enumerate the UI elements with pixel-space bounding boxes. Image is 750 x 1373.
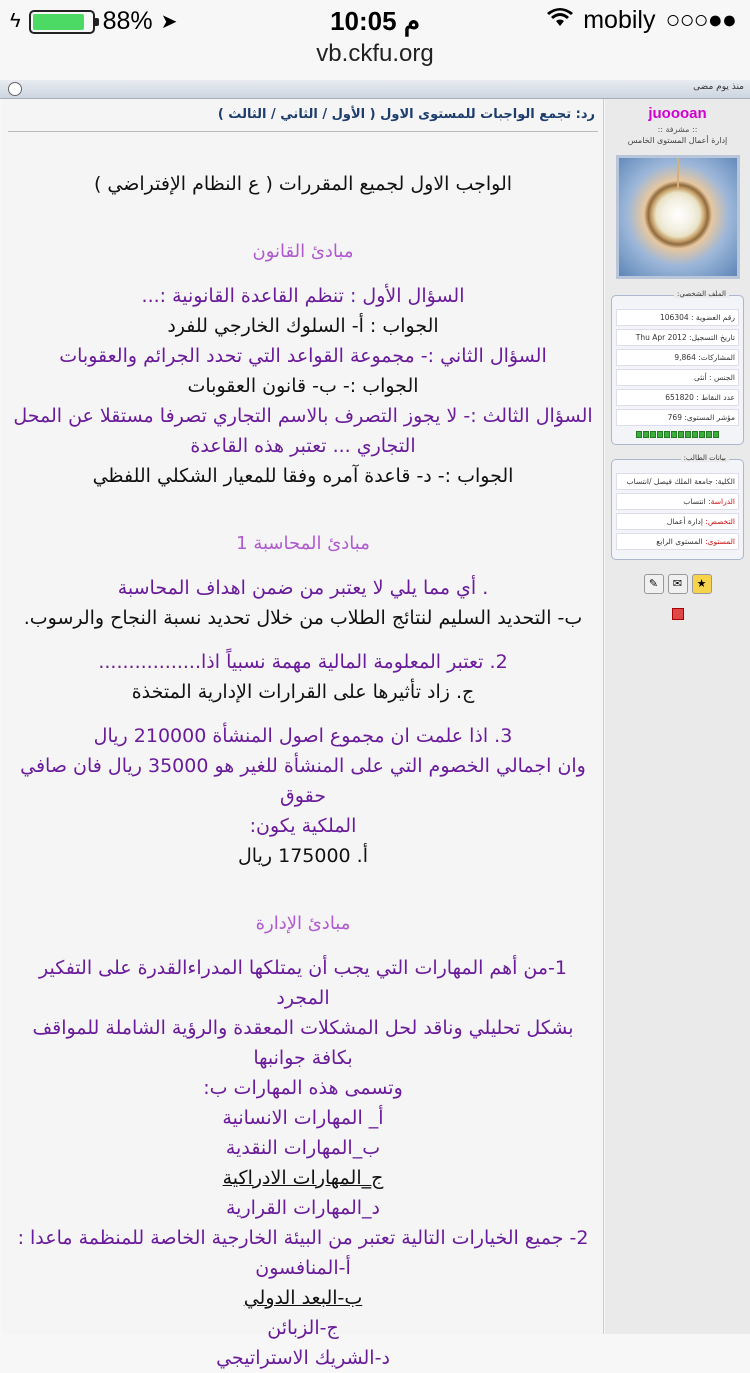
level-bar-segment bbox=[650, 431, 656, 438]
student-row-label: المستوى: bbox=[705, 537, 735, 546]
level-bar-segment bbox=[699, 431, 705, 438]
post-line: أ_ المهارات الانسانية bbox=[222, 1107, 384, 1129]
level-bar bbox=[616, 431, 739, 438]
location-arrow-icon: ➤ bbox=[160, 11, 178, 33]
student-row bbox=[616, 493, 739, 510]
spacer bbox=[10, 491, 596, 529]
charging-icon: ϟ bbox=[10, 10, 21, 32]
spacer bbox=[10, 871, 596, 909]
spacer bbox=[10, 939, 596, 953]
student-row-value: المستوى الرابع bbox=[656, 537, 703, 546]
section-heading: مبادئ المحاسبة 1 bbox=[236, 533, 370, 554]
student-row bbox=[616, 473, 739, 490]
address-bar[interactable]: vb.ckfu.org bbox=[316, 40, 434, 67]
post-line: بشكل تحليلي وناقد لحل المشكلات المعقدة والرؤية الشاملة للمواقف بكافة جوانبها bbox=[32, 1017, 574, 1069]
post-line: الملكية يكون: bbox=[249, 815, 357, 837]
post-line: د-الشريك الاستراتيجي bbox=[216, 1347, 390, 1369]
username[interactable]: juoooan bbox=[648, 105, 707, 122]
section-heading: مبادئ الإدارة bbox=[255, 913, 351, 934]
post-line: ب_المهارات النقدية bbox=[225, 1137, 381, 1159]
post-line: السؤال الثاني :- مجموعة القواعد التي تحدد الجرائم والعقوبات bbox=[59, 345, 547, 367]
spacer bbox=[10, 559, 596, 573]
post-line: 2. تعتبر المعلومة المالية مهمة نسبياً اذا................. bbox=[98, 651, 508, 673]
profile-panel bbox=[611, 290, 744, 445]
spacer bbox=[10, 707, 596, 721]
level-bar-segment bbox=[713, 431, 719, 438]
student-row-label: الكلية: bbox=[715, 477, 735, 486]
post-line: ج. زاد تأثيرها على القرارات الإدارية المتخذة bbox=[131, 681, 475, 703]
level-bar-segment bbox=[657, 431, 663, 438]
post-line: وان اجمالي الخصوم التي على المنشأة للغير هو 35000 ريال فان صافي حقوق bbox=[20, 755, 586, 807]
post-title: رد: تجمع الواجبات للمستوى الاول ( الأول / الثاني / الثالث ) bbox=[217, 107, 595, 122]
student-row bbox=[616, 533, 739, 550]
level-bar-segment bbox=[706, 431, 712, 438]
spacer bbox=[10, 199, 596, 237]
level-bar-segment bbox=[671, 431, 677, 438]
post-line: الواجب الاول لجميع المقررات ( ع النظام الإفتراضي ) bbox=[93, 173, 513, 195]
message-icon[interactable]: ✉ bbox=[668, 574, 688, 594]
post-line: . أي مما يلي لا يعتبر من ضمن اهداف المحاسبة bbox=[117, 577, 489, 599]
spacer bbox=[10, 267, 596, 281]
profile-row: رقم العضوية : 106304 bbox=[616, 309, 739, 326]
status-time: 10:05 م bbox=[330, 6, 420, 36]
post-line: 2- جميع الخيارات التالية تعتبر من البيئة الخارجية الخاصة للمنظمة ماعدا : bbox=[17, 1227, 589, 1249]
post-line: الجواب : أ- السلوك الخارجي للفرد bbox=[167, 315, 439, 337]
student-row-label: الدراسة: bbox=[708, 497, 735, 506]
post-line: ب- التحديد السليم لنتائج الطلاب من خلال تحديد نسبة النجاح والرسوب. bbox=[23, 607, 583, 629]
wifi-icon bbox=[547, 6, 573, 35]
post-line: 3. اذا علمت ان مجموع اصول المنشأة 210000 ريال bbox=[93, 725, 513, 747]
level-bar-segment bbox=[685, 431, 691, 438]
signal-strength: ○○○●● bbox=[665, 6, 736, 34]
post-line: الجواب :- ب- قانون العقوبات bbox=[187, 375, 419, 397]
level-bar-segment bbox=[643, 431, 649, 438]
status-right bbox=[547, 6, 736, 35]
level-bar-segment bbox=[636, 431, 642, 438]
post-body bbox=[2, 99, 604, 1369]
post-line: أ-المنافسون bbox=[255, 1257, 351, 1279]
user-group: إدارة أعمال المستوى الخامس bbox=[627, 136, 728, 145]
user-title: :: مشرفة :: bbox=[657, 125, 698, 134]
title-divider bbox=[8, 131, 598, 132]
student-row-label: التخصص: bbox=[705, 517, 735, 526]
spacer bbox=[10, 633, 596, 647]
post-line: الجواب :- د- قاعدة آمره وفقا للمعيار الشكلي اللفظي bbox=[92, 465, 514, 487]
student-row bbox=[616, 513, 739, 530]
post-line: التجاري ... تعتبر هذه القاعدة bbox=[190, 435, 416, 457]
student-row-value: جامعة الملك فيصل /انتساب bbox=[626, 477, 713, 486]
level-bar-segment bbox=[692, 431, 698, 438]
profile-row: تاريخ التسجيل: Thu Apr 2012 bbox=[616, 329, 739, 346]
student-row-value: انتساب bbox=[683, 497, 706, 506]
post-line: ج_المهارات الادراكية bbox=[222, 1167, 384, 1189]
profile-row: الجنس : أنثى bbox=[616, 369, 739, 386]
report-icon[interactable] bbox=[672, 608, 684, 620]
post-line: السؤال الأول : تنظم القاعدة القانونية :... bbox=[141, 285, 465, 307]
post-line: السؤال الثالث :- لا يجوز التصرف بالاسم التجاري تصرفا مستقلا عن المحل bbox=[13, 405, 593, 427]
battery-percent: 88% bbox=[102, 7, 153, 35]
post-content bbox=[10, 169, 596, 1373]
post-line: ب-البعد الدولي bbox=[243, 1287, 363, 1309]
profile-row: المشاركات: 9,864 bbox=[616, 349, 739, 366]
profile-panel-title: الملف الشخصي: bbox=[674, 290, 729, 298]
post-line: ج-الزبائن bbox=[267, 1317, 339, 1339]
post-line: د_المهارات القرارية bbox=[225, 1197, 381, 1219]
post-date: منذ يوم مضى bbox=[693, 82, 744, 92]
status-bar bbox=[0, 0, 750, 40]
student-panel bbox=[611, 454, 744, 560]
section-heading: مبادئ القانون bbox=[252, 241, 354, 262]
user-sidebar bbox=[605, 99, 750, 1334]
medal-icon[interactable]: ★ bbox=[692, 574, 712, 594]
profile-row: عدد النقاط : 651820 bbox=[616, 389, 739, 406]
avatar[interactable] bbox=[616, 155, 740, 279]
post-line: أ. 175000 ريال bbox=[238, 845, 368, 867]
post-header-bar bbox=[0, 80, 750, 99]
edit-icon[interactable]: ✎ bbox=[644, 574, 664, 594]
carrier-name: mobily bbox=[583, 6, 656, 34]
post-select-radio[interactable] bbox=[8, 82, 22, 96]
user-actions bbox=[605, 574, 750, 594]
post-line: 1-من أهم المهارات التي يجب أن يمتلكها المدراءالقدرة على التفكير المجرد bbox=[38, 957, 568, 1009]
student-panel-title: بيانات الطالب: bbox=[681, 454, 729, 462]
student-row-value: إدارة أعمال bbox=[666, 517, 703, 526]
level-bar-segment bbox=[678, 431, 684, 438]
post-line: وتسمى هذه المهارات ب: bbox=[203, 1077, 403, 1099]
level-bar-segment bbox=[664, 431, 670, 438]
profile-row: مؤشر المستوى: 769 bbox=[616, 409, 739, 426]
